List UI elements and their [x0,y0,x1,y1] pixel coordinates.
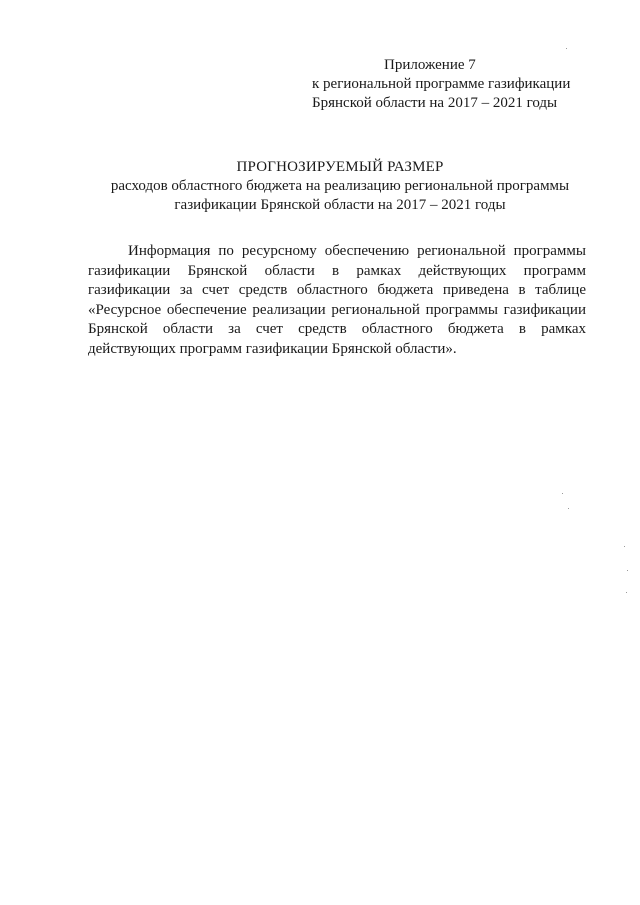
document-subtitle-line-1: расходов областного бюджета на реализацию региональной программы [110,178,570,194]
document-title: ПРОГНОЗИРУЕМЫЙ РАЗМЕР [236,159,444,175]
scan-artifact [568,508,569,509]
scan-artifact [626,592,627,593]
scan-artifact [624,546,625,547]
document-subtitle-line-2: газификации Брянской области на 2017 – 2021 годы [174,197,506,213]
scan-artifact [562,493,563,494]
body-paragraph: Информация по ресурсному обеспечению региональной программы газификации Брянской области в рамках действующих программ газификации за счет средств областного бюджета приведена в таблице «Ресурсное обеспечение реализации региональной программы газификации Брянской области за счет средств областного бюджета в рамках действующих программ газификации Брянской области». [88,243,586,357]
scan-artifact [566,48,567,49]
document-heading [90,158,590,215]
appendix-number: Приложение 7 [384,57,476,73]
appendix-program-line: к региональной программе газификации [312,76,571,92]
appendix-region-line: Брянской области на 2017 – 2021 годы [312,95,558,111]
scan-artifact [627,570,628,571]
appendix-note [312,56,582,113]
